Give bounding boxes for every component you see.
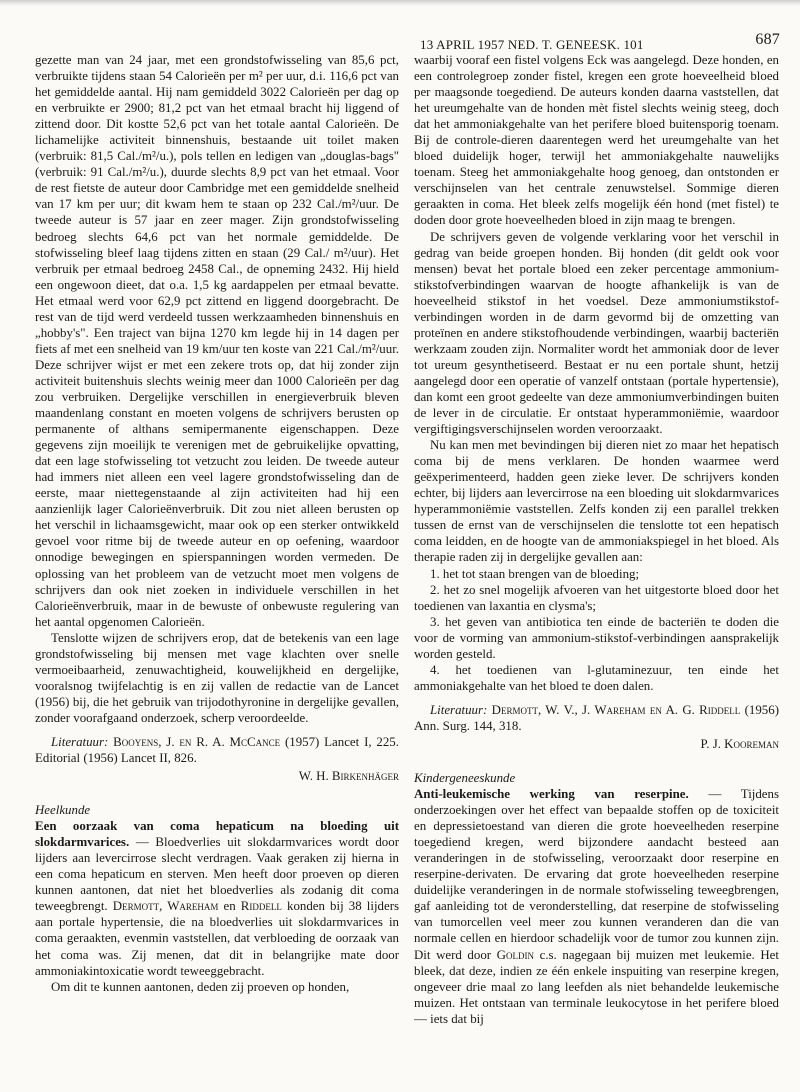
article-headline: Een oorzaak van coma hepaticum na bloeding uit slokdarmvarices. <box>35 819 399 850</box>
literature-reference <box>414 702 779 734</box>
article-author: W. H. Birkenhäger <box>298 769 399 784</box>
literature-authors: Booyens, J. en R. A. McCance <box>113 734 281 749</box>
paragraph: gezette man van 24 jaar, met een grondstofwisseling van 85,6 pct, verbruikte tijdens staan 54 Calorieën per m² per uur, d.i. 116,6 pct van het gemiddelde aantal. Hij nam gemiddeld 3022 Calorieën per dag op en verbruikte er 2900; 81,2 pct van het etmaal bracht hij liggend of zittend door. Dit kostte 52,6 pct van het totale aantal Calorieën. De lichamelijke activiteit binnenshuis, bestaande uit toilet maken (verbruik: 81,5 Cal./m²/u.), pols tellen en ledigen van „douglas-bags" (verbruik: 91 Cal./m²/u.), duurde slechts 8,9 pct van het etmaal. Voor de rest fietste de auteur door Cambridge met een gemiddelde snelheid van 17 km per uur; dit kwam hem te staan op 232 Cal./m²/uur. De tweede auteur is 57 jaar en zeer mager. Zijn grondstofwisseling bedroeg slechts 64,6 pct van het normale gemiddelde. De stofwisseling bleef laag tijdens zitten en staan (29 Cal./ m²/uur). Het verbruik per etmaal bedroeg 2458 Cal., de opneming 2432. Hij hield een ongewoon dieet, dat o.a. 1,5 kg aardappelen per etmaal bevatte. Het etmaal werd voor 62,9 pct zittend en liggend doorgebracht. De rest van de tijd werd verdeeld tussen werkzaamheden binnenshuis en „hobby's". Een traject van bijna 1270 km legde hij in 14 dagen per fiets af met een snelheid van 19 km/uur ten koste van 221 Cal./m²/uur. Deze schrijver wijst er met een zekere trots op, dat hij zonder zijn activiteit buitenshuis slechts weinig meer dan 1000 Calorieën per dag zou verbruiken. Dergelijke verschillen in energieverbruik bleven maandenlang constant en moeten volgens de schrijvers berusten op permanente of althans semipermanente eigenschappen. Deze gegevens zijn moeilijk te verenigen met de gebruikelijke opvatting, dat een lage stofwisseling tot vetzucht zou leiden. De tweede auteur had immers niet alleen een veel lagere grondstofwisseling dan de eerste, maar niettegenstaande al zijn activiteiten had hij een aanzienlijk lager Calorieënverbruik. Dit zou niet alleen berusten op het verschil in lichaamsgewicht, maar ook op een sterker ontwikkeld gevoel voor ritme bij de tweede auteur en op oefening, waardoor onnodige bewegingen en spierspanningen worden vermeden. De oplossing van het probleem van de vetzucht moet men volgens de schrijvers dan ook niet zoeken in individuele verschillen in het Calorieënverbruik, maar in de bewuste of onbewuste regulering van het aantal opgenomen Calorieën. <box>35 53 399 629</box>
article-text: — Bloedverlies uit slokdarmvarices wordt door lijders aan levercirrose slecht verdragen. Vaak geraken zij hierna in een coma hepaticum en sterven. Men heeft door proeven op dieren kunnen aantonen, dat niet het bloedverlies als zodanig dit coma teweegbrengt. <box>35 835 399 914</box>
paragraph: De schrijvers geven de volgende verklaring voor het verschil in gedrag van beide groepen honden. Bij honden (dit geldt ook voor mensen) bevat het portale bloed een zeker percentage ammonium-stikstofverbindingen waarvan de hoogte afhankelijk is van de hoeveelheid stikstof in het voedsel. Deze ammoniumstikstof-verbindingen worden in de darm gevormd bij de omzetting van proteïnen en andere stikstofhoudende verbindingen, waarbij bacteriën werkzaam zouden zijn. Normaliter wordt het ammoniak door de lever tot ureum gesynthetiseerd. Bestaat er nu een portale shunt, hetzij aangelegd door een operatie of vanzelf ontstaan (portale hypertensie), dan komt een groot gedeelte van deze ammoniumverbindingen buiten de lever in de circulatie. Er ontstaat hyperammoniëmie, waardoor vergiftigingsverschijnselen worden veroorzaakt. <box>414 229 779 437</box>
list-item: 2. het zo snel mogelijk afvoeren van het uitgestorte bloed door het toedienen van laxantia en clysma's; <box>414 582 779 613</box>
paragraph: Nu kan men met bevindingen bij dieren niet zo maar het hepatisch coma bij de mens verklaren. De honden waarmee werd geëxperimenteerd, hadden geen zieke lever. De schrijvers konden echter, bij lijders aan levercirrose na een bloeding uit slokdarmvarices hyperammoniëmie vaststellen. Zelfs konden zij een parallel trekken tussen de ernst van de verschijnselen die tenslotte tot een hepatisch coma leidden, en de hoogte van de ammoniakspiegel in het bloed. Als therapie raden zij in dergelijke gevallen aan: <box>414 438 779 565</box>
literature-authors: Dermott, W. V., J. Wareham en A. G. Riddell <box>491 702 741 717</box>
article-paragraph <box>414 786 779 1027</box>
paragraph: waarbij vooraf een fistel volgens Eck was aangelegd. Deze honden, en een controlegroep zonder fistel, kregen een grote hoeveelheid bloed per maagsonde toegediend. De auteurs konden daarna vaststellen, dat het ureumgehalte van de honden mèt fistel slechts weinig steeg, doch dat het ammoniakgehalte van het perifere bloed buitensporig toenam. Bij de controle-dieren daarentegen werd het ureumgehalte van het bloed duidelijk hoger, terwijl het ammoniakgehalte nauwelijks toenam. Steeg het ammoniakgehalte hoog genoeg, dan ontstonden er verschijnselen van het centrale zenuwstelsel. Sommige dieren geraakten in coma. Het bleek zelfs mogelijk één hond (met fistel) te doden door grote hoeveelheden bloed in zijn maag te brengen. <box>414 53 779 228</box>
article-text: — Tijdens onderzoekingen over het effect van bepaalde stoffen op de toxiciteit en depressietoestand van dieren die grote hoeveelheden reserpine toegediend kregen, werd bijzondere aandacht besteed aan veranderingen in de stofwisseling, veroorzaakt door reserpine en reserpine-derivaten. De ervaring dat grote hoeveelheden reserpine duidelijke veranderingen in de normale stofwisseling teweegbrengen, gaf aanleiding tot de veronderstelling, dat reserpine de stofwisseling van tumorcellen veel meer zou kunnen veranderen dan die van normale cellen en hierdoor schadelijk voor de tumor zou kunnen zijn. Dit werd door <box>414 787 779 962</box>
list-item: 3. het geven van antibiotica ten einde de bacteriën te doden die voor de vorming van ammonium-stikstof-verbindingen aansprakelijk worden gesteld. <box>414 614 779 661</box>
running-title: 13 APRIL 1957 NED. T. GENEESK. 101 <box>420 37 644 52</box>
literature-label: Literatuur: <box>430 702 488 717</box>
left-column <box>35 52 399 1087</box>
paragraph: Om dit te kunnen aantonen, deden zij proeven op honden, <box>51 979 350 994</box>
literature-text: (1956) Ann. Surg. 144, 318. <box>414 702 779 733</box>
article-headline: Anti-leukemische werking van reserpine. <box>414 787 689 802</box>
list-item: 1. het tot staan brengen van de bloeding; <box>430 566 640 581</box>
literature-text: (1957) Lancet I, 225. Editorial (1956) Lancet II, 826. <box>35 734 399 766</box>
list-item: 4. het toedienen van l-glutaminezuur, ten einde het ammoniakgehalte van het bloed te doen dalen. <box>414 662 779 693</box>
literature-label: Literatuur: <box>51 734 109 749</box>
therapy-list <box>414 566 779 694</box>
cited-author: Goldin <box>496 947 534 962</box>
section-title: Heelkunde <box>35 803 91 818</box>
page-number: 687 <box>755 31 780 48</box>
article-author: P. J. Kooreman <box>700 736 779 751</box>
paragraph: Tenslotte wijzen de schrijvers erop, dat de betekenis van een lage grondstofwisseling bij mensen met vage klachten over snelle vermoeibaarheid, zenuwachtigheid, kouwelijkheid en dergelijke, vooralsnog twijfelachtig is en zij vallen de redactie van de Lancet (1956) bij, die het gebruik van trijodothyronine in dergelijke gevallen, zonder voorafgaand onderzoek, scherp veroordeelde. <box>35 630 399 725</box>
cited-authors: Dermott, Wareham <box>112 899 219 914</box>
conjunction: en <box>223 899 236 914</box>
article-text: konden bij 38 lijders aan portale hypertensie, die na bloedverlies uit slokdarmvarices in coma geraakten, evenmin vaststellen, dat verbloeding de oorzaak van het coma was. Zij menen, dat dit in belangrijke mate door ammoniakintoxicatie wordt teweeggebracht. <box>35 899 399 978</box>
cited-author: Riddell <box>240 899 282 914</box>
page-top-edge <box>0 0 800 6</box>
running-header <box>420 31 780 53</box>
article-paragraph <box>35 818 399 978</box>
literature-reference <box>35 734 399 766</box>
section-title: Kindergeneeskunde <box>414 771 516 786</box>
right-column <box>414 52 779 1087</box>
article-text: c.s. nagegaan bij muizen met leukemie. Het bleek, dat deze, indien ze één enkele inspuiting van reserpine kregen, ongeveer drie maal zo lang leefden als niet behandelde leukemische muizen. Het ontstaan van terminale leukocytose in het perifere bloed — iets dat bij <box>414 947 779 1026</box>
